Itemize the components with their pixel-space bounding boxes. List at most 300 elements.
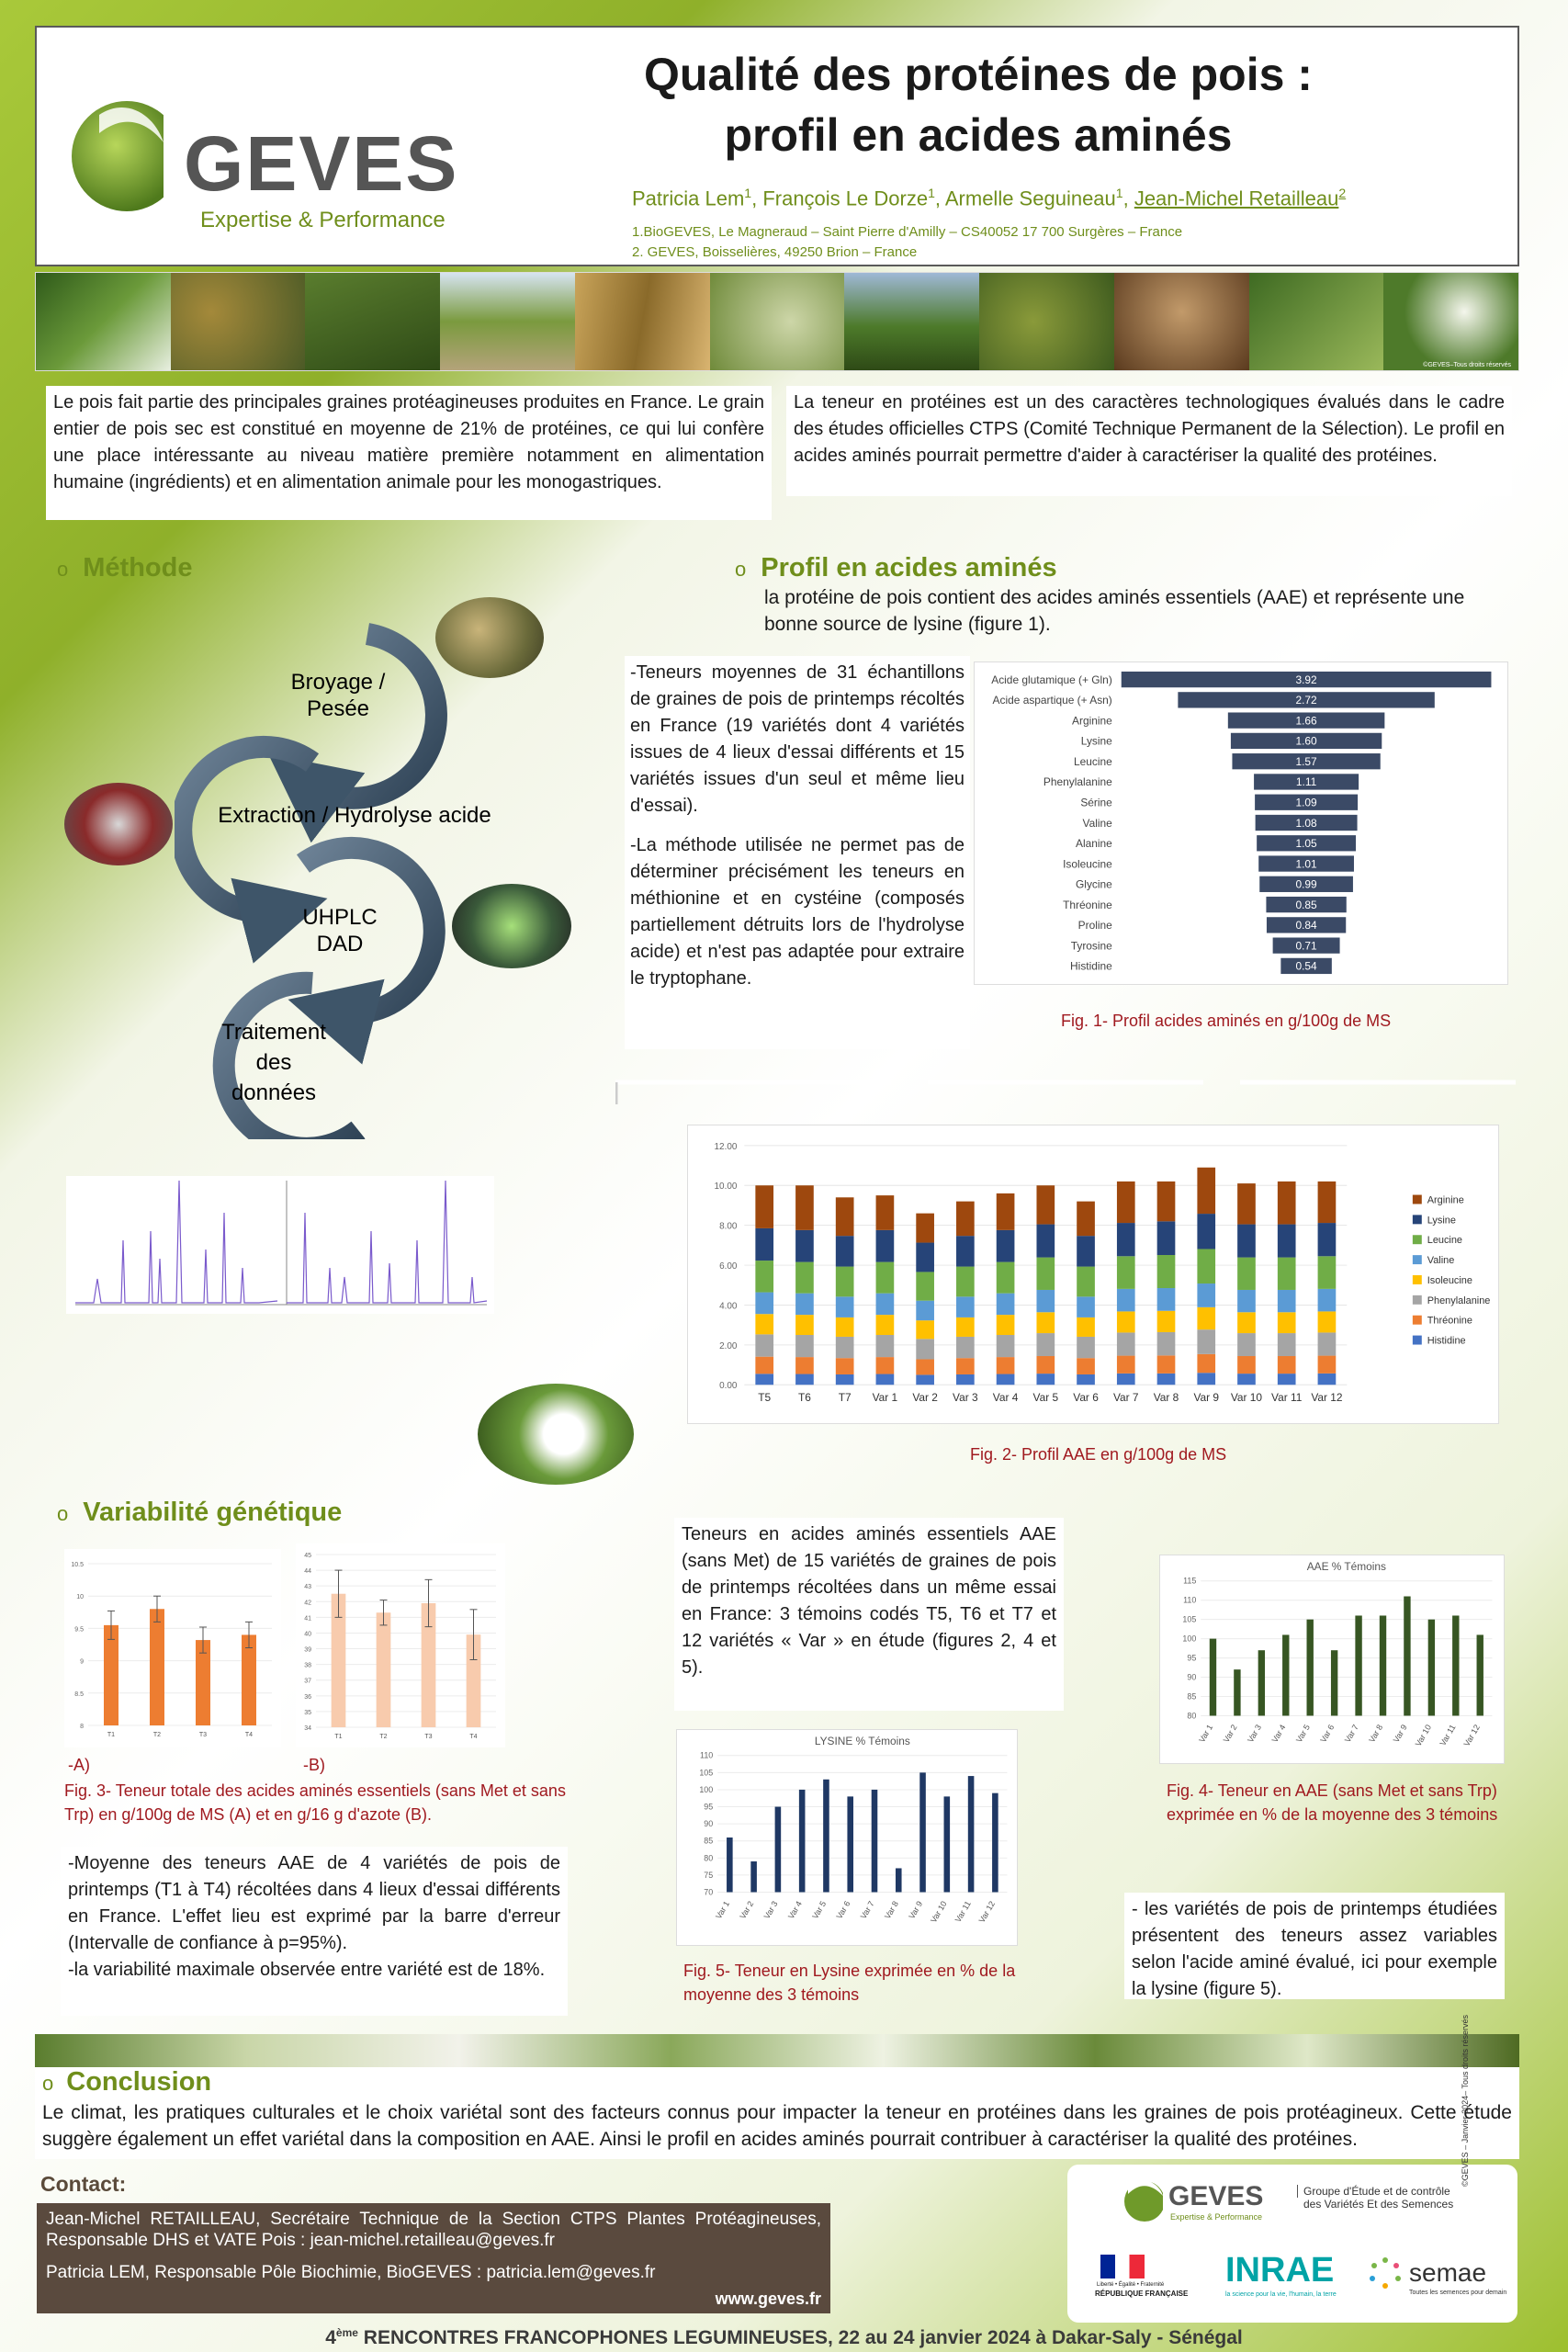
- fig3B-ytick: 42: [304, 1600, 311, 1607]
- fig1-category-label: Acide glutamique (+ Gln): [991, 673, 1112, 686]
- fig2-segment-isoleucine: [956, 1317, 975, 1337]
- fig2-segment-isoleucine: [836, 1317, 854, 1337]
- fig3-label-b: -B): [303, 1756, 325, 1774]
- fig5-bar: [823, 1780, 829, 1893]
- fig3B-ytick: 35: [304, 1709, 311, 1716]
- fig2-segment-thréonine: [1036, 1356, 1055, 1374]
- peas-photo: [435, 597, 544, 678]
- title-line1: Qualité des protéines de pois :: [644, 49, 1313, 100]
- fig3B-ytick: 37: [304, 1678, 311, 1685]
- fig2-ytick: 12.00: [714, 1141, 738, 1152]
- fig2-segment-leucine: [755, 1261, 773, 1293]
- fig5-bar: [968, 1776, 975, 1892]
- fig2-segment-isoleucine: [1197, 1307, 1215, 1329]
- fig5-bar: [944, 1796, 951, 1892]
- fig2-segment-histidine: [916, 1374, 934, 1385]
- author-4: Jean-Michel Retailleau: [1134, 187, 1339, 210]
- fig3-caption: Fig. 3- Teneur totale des acides aminés essentiels (sans Met et sans Trp) en g/100g de MS (A) et en g/16 g d'azote (B).: [64, 1781, 566, 1824]
- banner-photo: [171, 273, 306, 370]
- fig2-segment-leucine: [836, 1267, 854, 1297]
- fig4-xtick: Var 8: [1367, 1723, 1385, 1745]
- fig1-data-label: 1.66: [1295, 714, 1317, 728]
- fig3b-chart: [296, 1544, 505, 1747]
- profil-text-box: [625, 656, 970, 1049]
- fig2-segment-valine: [1036, 1290, 1055, 1312]
- fig2-segment-arginine: [1237, 1183, 1256, 1224]
- fig2-segment-isoleucine: [997, 1315, 1015, 1335]
- fig3B-ytick: 36: [304, 1693, 311, 1701]
- fig2-segment-lysine: [997, 1230, 1015, 1262]
- fig2-legend-swatch: [1413, 1235, 1422, 1244]
- intro-right-text: La teneur en protéines est un des caractères technologiques évalués dans le cadre des études officielles CTPS (Comité Technique Permanent de la Sélection). Le profil en acides aminés pourrait permettre d'aider à caractériser la qualité des protéines.: [794, 392, 1505, 466]
- fig2-segment-phenylalanine: [876, 1335, 895, 1357]
- fig1-data-label: 0.84: [1295, 919, 1317, 933]
- variabilite-para1: -Moyenne des teneurs AAE de 4 variétés de pois de printemps (T1 à T4) récoltées dans 4 lieux d'essai différents en France. L'effet lieu est exprimé par la barre d'erreur (Intervalle de confiance à p=95%).: [68, 1853, 560, 1953]
- fig5-ytick: 110: [700, 1750, 714, 1760]
- fig1-data-label: 1.08: [1295, 816, 1317, 830]
- step-traitement: Traitement: [221, 1020, 326, 1045]
- logo-tagline: Expertise & Performance: [200, 208, 446, 232]
- fig3A-bar: [104, 1625, 118, 1725]
- fig2-segment-arginine: [755, 1185, 773, 1228]
- fig4-xtick: Var 7: [1342, 1723, 1360, 1745]
- fig4-ytick: 105: [1182, 1614, 1197, 1624]
- fig3B-xtick: T1: [334, 1734, 343, 1740]
- fig2-segment-phenylalanine: [1157, 1332, 1176, 1355]
- fig2-segment-thréonine: [755, 1357, 773, 1374]
- fig2-segment-lysine: [1117, 1223, 1135, 1256]
- fig5-bar: [750, 1861, 757, 1892]
- fig4-bar: [1234, 1669, 1240, 1715]
- fig1-category-label: Thréonine: [1063, 898, 1112, 911]
- fig2-segment-lysine: [836, 1236, 854, 1266]
- fig1-data-label: 1.01: [1295, 857, 1317, 871]
- fig2-segment-thréonine: [1157, 1355, 1176, 1374]
- fig2-segment-thréonine: [1237, 1356, 1256, 1374]
- fig2-xtick: Var 3: [953, 1391, 978, 1405]
- section-divider: [615, 1077, 1525, 1104]
- fig2-segment-isoleucine: [1318, 1311, 1337, 1332]
- fig3A-ytick: 10.5: [71, 1562, 84, 1568]
- fig2-legend-swatch: [1413, 1215, 1422, 1224]
- fig3B-bar: [377, 1612, 391, 1727]
- fig2-segment-arginine: [1036, 1185, 1055, 1224]
- fig4-xtick: Var 5: [1293, 1723, 1312, 1745]
- fig4-chart: [1159, 1555, 1505, 1764]
- partners-box: [1067, 2165, 1517, 2323]
- fig3B-ytick: 41: [304, 1615, 311, 1623]
- fig2-segment-thréonine: [1318, 1356, 1337, 1374]
- fig2-legend-label: Valine: [1427, 1255, 1455, 1267]
- fig2-segment-arginine: [836, 1197, 854, 1236]
- fig2-caption: Fig. 2- Profil AAE en g/100g de MS: [970, 1445, 1227, 1464]
- authors: Patricia Lem$^1$, François Le Dorze$^1$, Armelle Seguineau$^1$, Jean-Michel Retailleau$^2$: [632, 186, 1347, 210]
- fig5-ytick: 105: [699, 1768, 714, 1778]
- fig1-chart: [974, 662, 1508, 985]
- fig5-xtick: Var 3: [761, 1899, 780, 1921]
- fig1-data-label: 0.54: [1295, 959, 1317, 973]
- fig2-segment-leucine: [795, 1262, 814, 1294]
- partner-rf-motto: Liberté • Égalité • Fraternité: [1097, 2282, 1165, 2288]
- method-cycle-diagram: [175, 616, 524, 1139]
- variabilite-mid-box: [674, 1518, 1064, 1711]
- fig4-xtick: Var 11: [1438, 1723, 1458, 1747]
- fig2-segment-arginine: [956, 1202, 975, 1237]
- conclusion-heading: o Conclusion: [42, 2067, 212, 2097]
- fig4-xtick: Var 1: [1197, 1723, 1215, 1745]
- contact-web[interactable]: www.geves.fr: [715, 2290, 821, 2308]
- fig2-segment-valine: [956, 1296, 975, 1317]
- fig5-xtick: Var 8: [883, 1899, 901, 1921]
- fig2-ytick: 4.00: [719, 1301, 738, 1312]
- fig2-segment-leucine: [1237, 1258, 1256, 1290]
- fig5-xtick: Var 12: [976, 1899, 998, 1925]
- fig2-legend-swatch: [1413, 1275, 1422, 1284]
- fig2-segment-isoleucine: [1237, 1312, 1256, 1333]
- fig2-segment-histidine: [755, 1374, 773, 1385]
- fig2-segment-thréonine: [997, 1357, 1015, 1374]
- fig2-segment-histidine: [795, 1374, 814, 1385]
- step-broyage: Broyage /: [290, 670, 386, 695]
- step-dad: DAD: [316, 932, 364, 956]
- fig2-xtick: Var 9: [1193, 1391, 1220, 1405]
- fig5-xtick: Var 2: [738, 1899, 756, 1921]
- fig5-bar: [799, 1790, 806, 1893]
- fig3A-ytick: 9.5: [74, 1626, 84, 1634]
- fig2-ytick: 10.00: [714, 1182, 738, 1193]
- fig1-data-label: 0.71: [1295, 939, 1317, 953]
- conclusion-box: [35, 2067, 1519, 2159]
- fig2-segment-histidine: [1117, 1374, 1135, 1385]
- fig2-xtick: Var 10: [1230, 1391, 1263, 1405]
- fig2-segment-leucine: [916, 1272, 934, 1300]
- affiliation-1: 1.BioGEVES, Le Magneraud – Saint Pierre d'Amilly – CS40052 17 700 Surgères – France: [632, 224, 1183, 240]
- footer-event: 4ème RENCONTRES FRANCOPHONES LEGUMINEUSES, 22 au 24 janvier 2024 à Dakar-Saly - Sénégal: [325, 2326, 1243, 2348]
- methode-heading: o Méthode: [57, 553, 193, 582]
- fig4-bar: [1404, 1597, 1410, 1716]
- fig2-segment-valine: [1237, 1290, 1256, 1312]
- fig2-xtick: T6: [797, 1391, 811, 1405]
- banner-photo: [1114, 273, 1249, 370]
- fig1-category-label: Arginine: [1072, 714, 1112, 728]
- footer-side-copyright: ©GEVES – Janvier 2024– Tous droits réservés: [1461, 2014, 1470, 2187]
- header-panel: [35, 26, 1519, 266]
- banner-photo: [1249, 273, 1384, 370]
- chromatogram: [66, 1176, 494, 1314]
- logo-name: GEVES: [184, 120, 459, 207]
- geves-logo-icon: [62, 78, 164, 216]
- fig2-segment-valine: [1197, 1283, 1215, 1307]
- fig2-xtick: Var 6: [1073, 1391, 1099, 1405]
- fig2-xtick: Var 12: [1311, 1391, 1343, 1405]
- fig5-chart: [676, 1729, 1018, 1946]
- fig5-title: LYSINE % Témoins: [814, 1734, 910, 1747]
- fig1-category-label: Sérine: [1080, 796, 1112, 809]
- fig3B-xtick: T3: [424, 1734, 433, 1740]
- fig2-segment-leucine: [1117, 1256, 1135, 1289]
- fig2-segment-valine: [795, 1294, 814, 1315]
- fig2-xtick: Var 8: [1153, 1391, 1179, 1405]
- fig3B-ytick: 38: [304, 1662, 311, 1669]
- fig2-segment-histidine: [1237, 1374, 1256, 1385]
- fig2-ytick: 6.00: [719, 1261, 738, 1272]
- fig4-ytick: 80: [1187, 1711, 1197, 1721]
- fig2-segment-phenylalanine: [755, 1334, 773, 1356]
- fig2-segment-isoleucine: [1278, 1312, 1296, 1333]
- fig5-bar: [727, 1838, 733, 1892]
- fig5-ytick: 95: [704, 1802, 714, 1812]
- fig4-bar: [1331, 1650, 1337, 1715]
- fig2-segment-leucine: [997, 1262, 1015, 1294]
- fig4-xtick: Var 9: [1391, 1723, 1409, 1745]
- fig2-segment-valine: [916, 1301, 934, 1320]
- fig2-segment-valine: [997, 1294, 1015, 1315]
- author-3: Armelle Seguineau: [944, 187, 1116, 210]
- fig2-segment-phenylalanine: [956, 1337, 975, 1358]
- fig2-segment-isoleucine: [795, 1315, 814, 1335]
- fig1-category-label: Glycine: [1076, 877, 1112, 891]
- fig2-segment-histidine: [1036, 1374, 1055, 1385]
- fig2-segment-isoleucine: [876, 1315, 895, 1335]
- fig5-xtick: Var 7: [858, 1899, 876, 1921]
- fig5-ytick: 80: [704, 1853, 714, 1863]
- fig2-segment-thréonine: [1197, 1354, 1215, 1373]
- fig2-segment-isoleucine: [755, 1314, 773, 1334]
- fig3B-ytick: 45: [304, 1553, 311, 1559]
- flower-strip: [35, 2034, 1519, 2067]
- fig2-segment-thréonine: [1117, 1356, 1135, 1374]
- fig1-data-label: 3.92: [1295, 673, 1317, 686]
- fig2-segment-leucine: [1157, 1255, 1176, 1288]
- fig5-bar: [775, 1807, 782, 1893]
- fig2-segment-histidine: [876, 1374, 895, 1385]
- fig3A-ytick: 8: [80, 1724, 84, 1730]
- fig5-xtick: Var 10: [929, 1899, 949, 1925]
- conclusion-text: Le climat, les pratiques culturales et le choix variétal sont des facteurs connus pour impacter la teneur en protéines dans les graines de pois protéagineux. Cette étude suggère également un effet variétal dans la composition en AAE. Ainsi le profil en acides aminés pourrait contribuer à caractériser la qualité des protéines.: [42, 2102, 1512, 2150]
- fig5-xtick: Var 4: [785, 1899, 804, 1921]
- fig4-ytick: 95: [1187, 1653, 1197, 1663]
- fig4-ytick: 100: [1182, 1634, 1197, 1644]
- fig2-xtick: Var 4: [992, 1391, 1019, 1405]
- fig1-data-label: 1.11: [1295, 775, 1317, 789]
- fig2-segment-valine: [836, 1296, 854, 1317]
- fig3B-ytick: 40: [304, 1631, 311, 1638]
- step-extraction: Extraction / Hydrolyse acide: [218, 803, 491, 828]
- partner-semae-tag: Toutes les semences pour demain: [1409, 2290, 1507, 2296]
- fig2-segment-thréonine: [836, 1358, 854, 1374]
- fig5-xtick: Var 5: [810, 1899, 829, 1921]
- fig2-legend-label: Histidine: [1427, 1335, 1466, 1347]
- fig2-xtick: Var 5: [1032, 1391, 1059, 1405]
- fig5-ytick: 85: [704, 1836, 714, 1846]
- fig2-segment-valine: [1278, 1290, 1296, 1312]
- fig5-ytick: 90: [704, 1819, 714, 1829]
- fig2-ytick: 8.00: [719, 1221, 738, 1232]
- partner-semae: semae: [1409, 2258, 1487, 2287]
- fig2-segment-lysine: [956, 1236, 975, 1266]
- variabilite-right-box: [1124, 1893, 1505, 1999]
- banner-photo: [575, 273, 710, 370]
- fig1-data-label: 1.57: [1295, 754, 1317, 768]
- fig2-segment-thréonine: [1077, 1358, 1095, 1374]
- fig2-legend-swatch: [1413, 1195, 1422, 1204]
- fig2-segment-histidine: [997, 1374, 1015, 1385]
- fig4-xtick: Var 4: [1269, 1723, 1288, 1745]
- fig2-segment-thréonine: [956, 1358, 975, 1374]
- fig2-legend-label: Lysine: [1427, 1215, 1456, 1227]
- fig1-category-label: Alanine: [1076, 837, 1112, 851]
- fig2-segment-leucine: [1036, 1258, 1055, 1290]
- title-line2: profil en acides aminés: [724, 109, 1233, 161]
- fig2-segment-phenylalanine: [1278, 1333, 1296, 1356]
- fig2-segment-histidine: [1157, 1374, 1176, 1385]
- fig2-segment-phenylalanine: [1318, 1332, 1337, 1355]
- fig5-xtick: Var 9: [907, 1899, 925, 1921]
- contact-line2: Patricia LEM, Responsable Pôle Biochimie, BioGEVES : patricia.lem@geves.fr: [46, 2263, 656, 2282]
- fig4-bar: [1452, 1615, 1459, 1715]
- fig2-segment-arginine: [997, 1193, 1015, 1230]
- partner-inrae-tag: la science pour la vie, l'humain, la terre: [1225, 2291, 1337, 2298]
- fig1-category-label: Leucine: [1074, 754, 1112, 768]
- fig1-category-label: Tyrosine: [1070, 939, 1112, 953]
- fig2-segment-histidine: [836, 1374, 854, 1385]
- fig1-caption: Fig. 1- Profil acides aminés en g/100g de MS: [1061, 1012, 1392, 1030]
- profil-intro: la protéine de pois contient des acides aminés essentiels (AAE) et représente une bonne source de lysine (figure 1).: [764, 587, 1465, 635]
- fig3A-xtick: T4: [244, 1732, 254, 1738]
- fig2-segment-phenylalanine: [1117, 1332, 1135, 1355]
- fig2-segment-leucine: [1077, 1267, 1095, 1297]
- fig2-segment-histidine: [1318, 1374, 1337, 1385]
- fig2-segment-arginine: [1157, 1182, 1176, 1221]
- author-1: Patricia Lem: [632, 187, 745, 210]
- fig2-segment-arginine: [876, 1195, 895, 1230]
- fig3B-ytick: 43: [304, 1584, 311, 1591]
- fig2-segment-lysine: [1077, 1236, 1095, 1266]
- fig2-segment-lysine: [876, 1230, 895, 1262]
- fig2-segment-thréonine: [916, 1359, 934, 1374]
- fig2-segment-isoleucine: [1157, 1311, 1176, 1332]
- fig3A-xtick: T3: [198, 1732, 208, 1738]
- fig3B-xtick: T2: [379, 1734, 388, 1740]
- intro-left-text: Le pois fait partie des principales graines protéagineuses produites en France. Le grain entier de pois sec est constitué en moyenne de 21% de protéines, ce qui lui confère une place intéressante au niveau matière première notamment en alimentation humaine (ingrédients) et en alimentation animale pour les monogastriques.: [53, 392, 764, 492]
- fig2-segment-valine: [1077, 1296, 1095, 1317]
- fig1-category-label: Acide aspartique (+ Asn): [992, 694, 1112, 707]
- intro-right-box: [786, 386, 1512, 496]
- fig2-xtick: Var 2: [912, 1391, 938, 1405]
- fig4-xtick: Var 3: [1246, 1723, 1264, 1745]
- fig3A-bar: [150, 1609, 164, 1725]
- fig1-category-label: Phenylalanine: [1043, 775, 1112, 789]
- fig4-bar: [1258, 1650, 1265, 1715]
- fig2-segment-phenylalanine: [1036, 1333, 1055, 1356]
- contact-heading: Contact:: [40, 2172, 127, 2196]
- fig2-segment-lysine: [1157, 1221, 1176, 1255]
- fig2-segment-arginine: [1077, 1202, 1095, 1237]
- fig2-segment-valine: [876, 1294, 895, 1315]
- banner-photo: [36, 273, 171, 370]
- fig5-xtick: Var 6: [834, 1899, 852, 1921]
- vials-photo: [452, 884, 571, 968]
- partner-geves-desc1: Groupe d'Étude et de contrôle: [1297, 2185, 1450, 2198]
- profil-para1: -Teneurs moyennes de 31 échantillons de graines de pois de printemps récoltés en France (19 variétés dont 4 variétés issues de 4 lieux d'essai différents et 15 variétés issues d'un seul et même lieu d'essai).: [630, 662, 964, 816]
- fig1-category-label: Isoleucine: [1063, 857, 1112, 871]
- partner-geves-tag: Expertise & Performance: [1170, 2212, 1263, 2222]
- fig2-segment-phenylalanine: [1077, 1337, 1095, 1358]
- fig2-legend-label: Isoleucine: [1427, 1274, 1472, 1286]
- fig2-segment-lysine: [1237, 1225, 1256, 1258]
- fig4-title: AAE % Témoins: [1306, 1559, 1386, 1573]
- intro-left-box: [46, 386, 772, 520]
- fig2-segment-lysine: [1318, 1223, 1337, 1256]
- fig4-bar: [1355, 1615, 1361, 1715]
- banner-photo: [305, 273, 440, 370]
- fig3A-bar: [242, 1634, 256, 1725]
- variabilite-para2: -la variabilité maximale observée entre variété est de 18%.: [68, 1960, 546, 1980]
- fig5-xtick: Var 1: [714, 1899, 732, 1921]
- fig2-segment-arginine: [1278, 1182, 1296, 1225]
- fig2-segment-leucine: [956, 1267, 975, 1297]
- fig2-legend-swatch: [1413, 1336, 1422, 1345]
- fig4-bar: [1307, 1620, 1314, 1716]
- fig3a-chart: [64, 1549, 281, 1747]
- fig5-ytick: 70: [704, 1887, 714, 1897]
- banner-copyright: ©GEVES–Tous droits réservés: [1423, 362, 1511, 368]
- banner-photo: [844, 273, 979, 370]
- fig2-segment-leucine: [1318, 1256, 1337, 1289]
- fig2-segment-phenylalanine: [997, 1335, 1015, 1357]
- fig4-caption: Fig. 4- Teneur en AAE (sans Met et sans Trp) exprimée en % de la moyenne des 3 témoins: [1167, 1781, 1498, 1824]
- fig2-segment-arginine: [916, 1214, 934, 1243]
- fig2-segment-thréonine: [1278, 1356, 1296, 1374]
- fig1-data-label: 0.85: [1295, 898, 1317, 911]
- fig2-segment-lysine: [1036, 1225, 1055, 1258]
- fig3B-ytick: 34: [304, 1725, 311, 1732]
- fig2-segment-valine: [1117, 1289, 1135, 1312]
- fig5-bar: [919, 1772, 926, 1892]
- banner-photo: [710, 273, 845, 370]
- fig2-segment-isoleucine: [1117, 1311, 1135, 1332]
- fig3A-xtick: T1: [107, 1732, 116, 1738]
- fig1-category-label: Valine: [1082, 816, 1112, 830]
- fig2-segment-arginine: [1318, 1182, 1337, 1223]
- fig2-segment-valine: [1318, 1289, 1337, 1312]
- fig1-data-label: 1.09: [1295, 796, 1317, 809]
- fig4-xtick: Var 12: [1461, 1723, 1482, 1748]
- fig1-data-label: 2.72: [1295, 694, 1317, 707]
- fig2-segment-isoleucine: [1077, 1317, 1095, 1337]
- fig4-bar: [1428, 1620, 1435, 1716]
- fig2-legend-swatch: [1413, 1255, 1422, 1264]
- fig3A-ytick: 8.5: [74, 1690, 84, 1698]
- fig3B-xtick: T4: [469, 1734, 478, 1740]
- fig2-xtick: Var 11: [1271, 1391, 1303, 1405]
- flowers-photo: [478, 1384, 634, 1485]
- step-pesee: Pesée: [306, 696, 370, 721]
- partner-geves-name: GEVES: [1168, 2181, 1264, 2211]
- fig2-segment-valine: [1157, 1288, 1176, 1311]
- banner-photo: [1383, 273, 1518, 370]
- fig2-segment-histidine: [1197, 1373, 1215, 1385]
- contact-box: [37, 2203, 830, 2313]
- fig2-segment-histidine: [956, 1374, 975, 1385]
- fig2-legend-label: Phenylalanine: [1427, 1295, 1491, 1306]
- fig4-ytick: 85: [1187, 1691, 1197, 1702]
- fig2-segment-isoleucine: [1036, 1312, 1055, 1333]
- variabilite-left-box: [61, 1847, 568, 2016]
- fig4-ytick: 110: [1183, 1595, 1197, 1605]
- fig5-bar: [872, 1790, 878, 1893]
- step-des: des: [255, 1050, 292, 1075]
